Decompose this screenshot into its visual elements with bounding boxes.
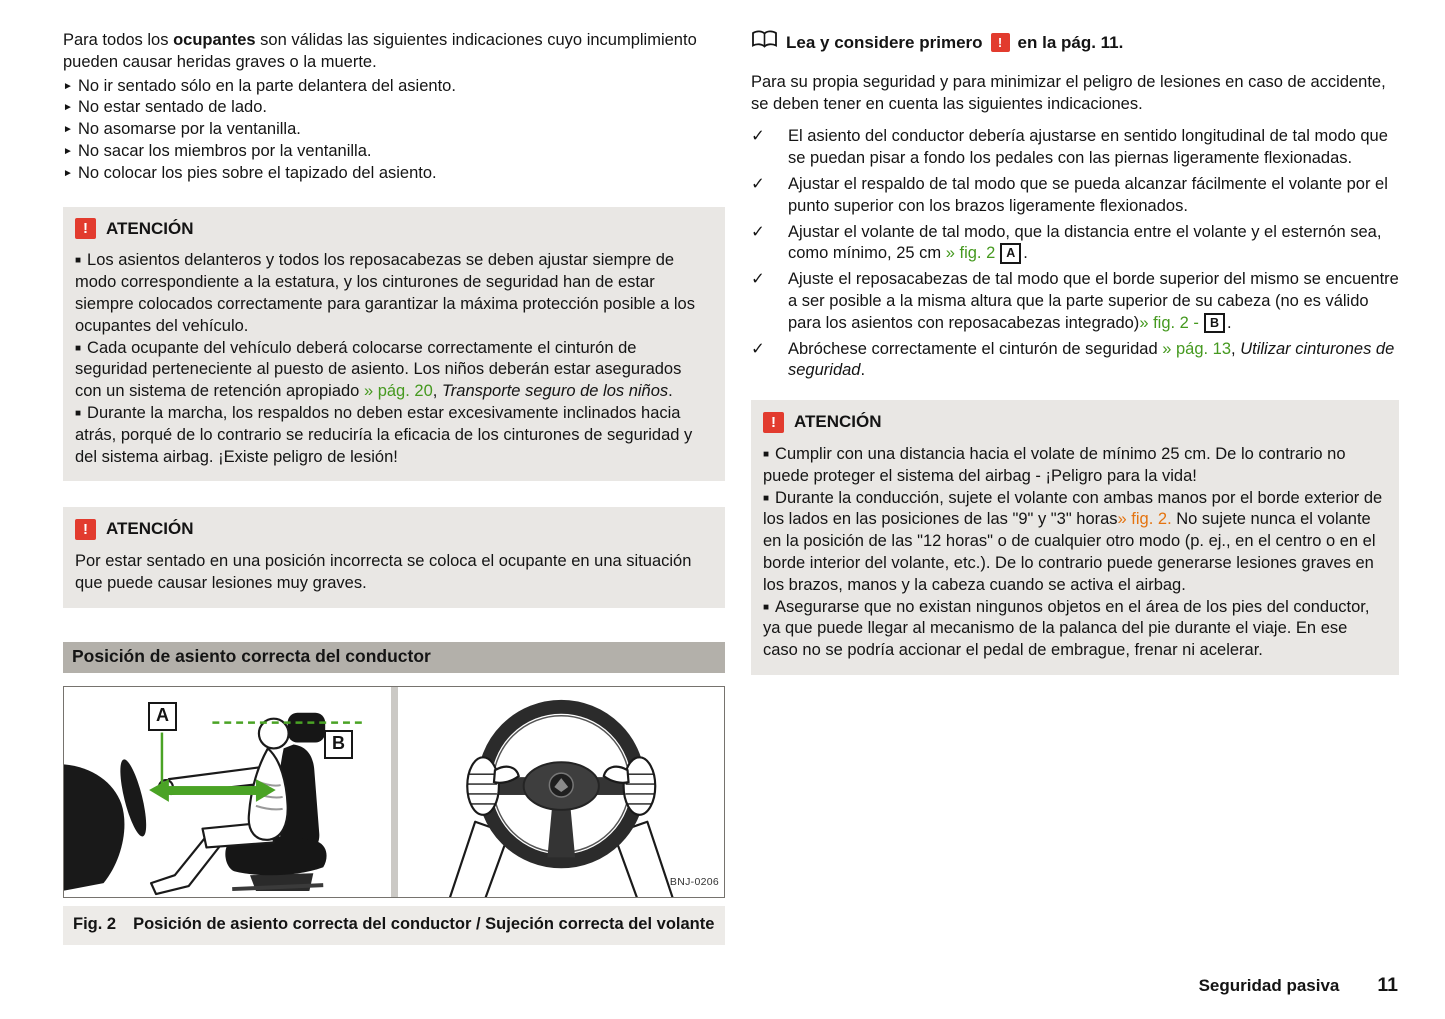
- page-13-ref-link[interactable]: » pág. 13: [1162, 339, 1232, 358]
- steering-wheel-illustration: [398, 687, 725, 897]
- page-20-ref-link[interactable]: » pág. 20: [363, 382, 433, 401]
- square-bullet-icon: ■: [763, 492, 770, 504]
- right-intro-paragraph: Para su propia seguridad y para minimizar el peligro de lesiones en caso de accidente, se deben tener en cuenta las siguientes indicaciones.: [751, 72, 1386, 113]
- triangle-bullet-icon: ►: [63, 145, 73, 157]
- read-first-text: Lea y considere primero: [786, 32, 983, 52]
- attention-title: ATENCIÓN: [106, 218, 194, 238]
- attention-item-text: Asegurarse que no existan ningunos objetos en el área de los pies del conductor, ya que puede llegar al mecanismo de la palanca del pie durante el viaje. En ese caso no se podría accionar el pedal de embrague, frenar ni acelerar.: [763, 597, 1370, 660]
- attention-item-text: Los asientos delanteros y todos los reposacabezas se deben ajustar siempre de modo correspondiente a la estatura, y los cinturones de seguridad han de estar siempre colocados correctamente para garantizar la máxima protección posible a los ocupantes del vehículo.: [75, 251, 695, 335]
- intro-text-tail: son válidas las siguientes indicaciones cuyo incumplimiento pueden causar heridas graves o la muerte.: [63, 31, 697, 71]
- attention-item: [763, 597, 1385, 662]
- check-icon: ✓: [751, 222, 765, 241]
- attention-header: [75, 218, 711, 240]
- bullet-text: No estar sentado de lado.: [78, 98, 267, 117]
- figure-caption: [63, 906, 725, 946]
- footer-section-label: Seguridad pasiva: [1198, 976, 1340, 995]
- page-footer: [1199, 974, 1398, 997]
- checklist-text: Ajustar el respaldo de tal modo que se pueda alcanzar fácilmente el volante por el punto superior con los brazos ligeramente flexionados.: [788, 174, 1388, 215]
- square-bullet-icon: ■: [75, 342, 82, 354]
- triangle-bullet-icon: ►: [63, 80, 73, 92]
- book-icon: [751, 30, 778, 55]
- intro-paragraph: [63, 30, 725, 74]
- list-item: [63, 76, 725, 98]
- checklist-text-segment: .: [1226, 313, 1232, 332]
- list-item: [63, 163, 725, 185]
- checklist-item: [751, 174, 1399, 218]
- caption-label: Fig. 2: [73, 914, 117, 933]
- attention-item-text: Durante la marcha, los respaldos no deben estar excesivamente inclinados hacia atrás, porqué de lo contrario se reduciría la eficacia de los cinturones de seguridad y del sistema airbag. ¡Existe peligro de lesión!: [75, 403, 693, 466]
- attention-header: [763, 411, 1385, 433]
- right-column: [751, 30, 1399, 945]
- italic-ref-title: Transporte seguro de los niños: [441, 382, 669, 401]
- check-icon: ✓: [751, 174, 765, 193]
- attention-item: [763, 444, 1385, 488]
- attention-title: ATENCIÓN: [106, 519, 194, 539]
- caption-text: Posición de asiento correcta del conductor / Sujeción correcta del volante: [133, 914, 715, 933]
- attention-item: [75, 403, 711, 468]
- list-item: [63, 97, 725, 119]
- checklist-item: [751, 222, 1399, 266]
- intro-text: Para todos los: [63, 31, 174, 49]
- attention-item-text: Cumplir con una distancia hacia el volate de mínimo 25 cm. De lo contrario no puede proteger el sistema del airbag - ¡Peligro para la vida!: [763, 444, 1346, 485]
- checklist-text-segment: ,: [1231, 339, 1241, 358]
- bullet-text: No asomarse por la ventanilla.: [78, 120, 301, 139]
- inline-warning-icon: !: [991, 33, 1010, 52]
- checklist-text-segment: Abróchese correctamente el cinturón de seguridad: [788, 339, 1163, 358]
- checklist-text: El asiento del conductor debería ajustarse en sentido longitudinal de tal modo que se puedan pisar a fondo los pedales con las piernas ligeramente flexionadas.: [788, 127, 1388, 168]
- checklist-item: [751, 269, 1399, 334]
- steering-wheel-panel: [398, 687, 725, 897]
- fig-2-ref-link-orange[interactable]: » fig. 2.: [1117, 510, 1172, 529]
- triangle-bullet-icon: ►: [63, 167, 73, 179]
- checklist-item: [751, 339, 1399, 383]
- checklist-text-segment: Ajuste el reposacabezas de tal modo que el borde superior del mismo se encuentre a ser posible a la misma altura que la parte superior de su cabeza (no es válido para los asientos con reposacabezas integrado): [788, 270, 1399, 332]
- read-first-note: [751, 30, 1399, 55]
- checklist-text-segment: .: [860, 361, 866, 380]
- ref-box-a: A: [1000, 243, 1021, 264]
- square-bullet-icon: ■: [763, 448, 770, 460]
- warning-icon: !: [763, 412, 784, 433]
- attention-box-3: [751, 400, 1399, 675]
- list-item: [63, 119, 725, 141]
- triangle-bullet-icon: ►: [63, 124, 73, 136]
- seat-position-panel: [64, 687, 391, 897]
- square-bullet-icon: ■: [75, 255, 82, 267]
- checklist-text: [788, 269, 1399, 334]
- check-icon: ✓: [751, 339, 765, 358]
- checklist-text-segment: .: [1023, 244, 1028, 263]
- fig-2-ref-link[interactable]: » fig. 2 -: [1139, 313, 1199, 332]
- warning-icon: !: [75, 218, 96, 239]
- attention-item-text: ,: [432, 382, 442, 401]
- warning-icon: !: [75, 519, 96, 540]
- checklist-text: [788, 339, 1399, 383]
- bullet-text: No colocar los pies sobre el tapizado del asiento.: [78, 163, 437, 182]
- section-header: Posición de asiento correcta del conductor: [63, 642, 725, 673]
- checklist-item: [751, 126, 1399, 170]
- triangle-bullet-icon: ►: [63, 102, 73, 114]
- square-bullet-icon: ■: [75, 407, 82, 419]
- ref-box-b: B: [1204, 313, 1225, 334]
- fig-2-ref-link[interactable]: » fig. 2: [945, 244, 996, 263]
- checklist-text-segment: Ajustar el volante de tal modo, que la distancia entre el volante y el esternón sea, como mínimo, 25 cm: [788, 222, 1382, 263]
- attention-item-text: No sujete nunca el volante en la posición de las "12 horas" o de cualquier otro modo (p. ej., en el centro o en el borde interior del volante, etc.). De lo contrario puede generarse lesiones graves en los brazos, manos y la cabeza cuando se activa el airbag.: [763, 510, 1376, 594]
- check-icon: ✓: [751, 270, 765, 289]
- attention-item: [75, 338, 711, 403]
- checklist-text: [788, 222, 1399, 266]
- intro-bold-word: ocupantes: [173, 31, 256, 49]
- bullet-list: [63, 76, 725, 185]
- image-code: BNJ-0206: [669, 875, 719, 888]
- attention-title: ATENCIÓN: [794, 412, 882, 432]
- attention-box-2: [63, 507, 725, 607]
- attention-box-1: [63, 207, 725, 482]
- bullet-text: No ir sentado sólo en la parte delantera del asiento.: [78, 76, 456, 95]
- italic-ref-title: Utilizar cinturones de seguridad: [788, 339, 1395, 380]
- figure-label-b: B: [324, 730, 353, 759]
- bullet-text: No sacar los miembros por la ventanilla.: [78, 141, 372, 160]
- attention-item-text: Cada ocupante del vehículo deberá colocarse correctamente el cinturón de seguridad perteneciente al puesto de asiento. Los niños deberán estar asegurados con un sistema de retención apropiado: [75, 338, 682, 401]
- page-number: 11: [1377, 974, 1398, 996]
- attention-item: [763, 488, 1385, 597]
- figure: [63, 686, 725, 898]
- left-column: [63, 30, 725, 945]
- square-bullet-icon: ■: [763, 601, 770, 613]
- read-first-text-tail: en la pág. 11.: [1017, 32, 1124, 52]
- seat-position-illustration: [64, 687, 391, 897]
- list-item: [63, 141, 725, 163]
- attention-item: [75, 250, 711, 337]
- figure-divider: [391, 687, 398, 897]
- checklist: [751, 126, 1399, 382]
- figure-label-a: A: [148, 702, 177, 731]
- check-icon: ✓: [751, 127, 765, 146]
- attention-text: Por estar sentado en una posición incorrecta se coloca el ocupante en una situación que puede causar lesiones muy graves.: [75, 552, 692, 592]
- attention-item-text: .: [668, 382, 673, 401]
- attention-item-text: Durante la conducción, sujete el volante con ambas manos por el borde exterior de los lados en las posiciones de las "9" y "3" horas: [763, 488, 1383, 529]
- attention-header: [75, 518, 711, 540]
